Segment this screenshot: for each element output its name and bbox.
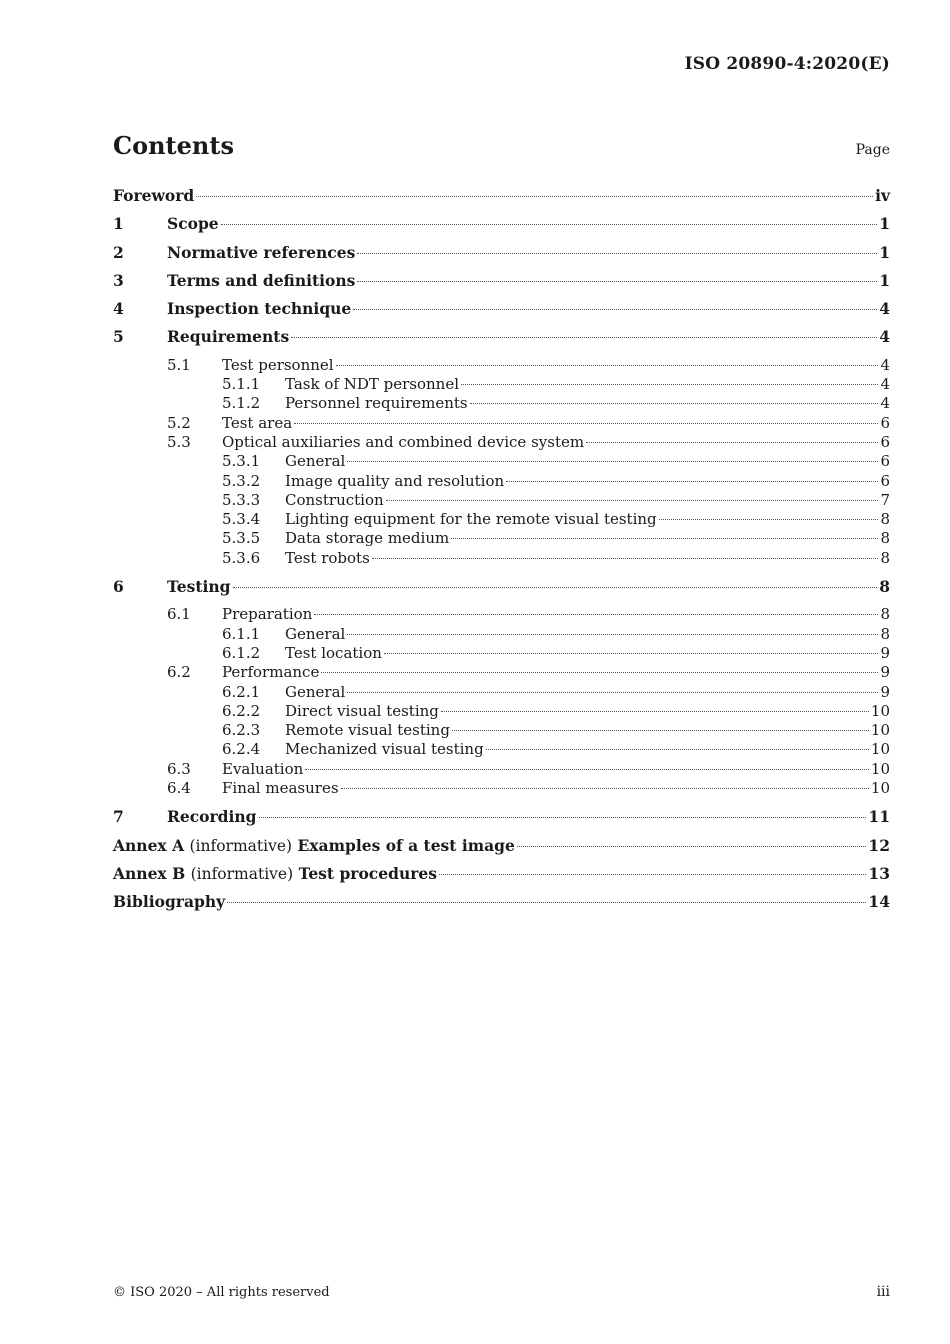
toc-entry-title: Personnel requirements xyxy=(285,394,468,413)
toc-entry[interactable] xyxy=(113,375,890,394)
toc-entry[interactable] xyxy=(113,452,890,471)
toc-entry-number: 5.2 xyxy=(167,413,191,432)
toc-entry[interactable] xyxy=(113,779,890,798)
dot-leader xyxy=(586,442,878,443)
toc-entry-page: 14 xyxy=(868,892,890,912)
toc-entry-title: General xyxy=(285,624,346,643)
toc-entry-number: 6.4 xyxy=(167,779,191,798)
toc-entry-page: 7 xyxy=(880,490,890,509)
page-number: iii xyxy=(876,1284,890,1300)
toc-entry-title: Lighting equipment for the remote visual testing xyxy=(285,510,657,529)
toc-entry[interactable] xyxy=(113,529,890,548)
toc-entry-title: Optical auxiliaries and combined device system xyxy=(222,432,585,451)
toc-entry-number: 6.2.4 xyxy=(222,740,261,759)
toc-entry-number: 6.2.3 xyxy=(222,721,261,740)
dot-leader xyxy=(470,403,879,404)
toc-entry[interactable] xyxy=(113,605,890,624)
toc-entry[interactable] xyxy=(113,299,890,327)
toc-entry-number: 5.3.5 xyxy=(222,529,261,548)
toc-entry[interactable] xyxy=(113,243,890,271)
toc-entry[interactable] xyxy=(113,327,890,355)
toc-entry-page: 10 xyxy=(870,740,890,759)
toc-entry-title: Foreword xyxy=(113,186,195,205)
dot-leader xyxy=(347,634,878,635)
toc-entry-page: 6 xyxy=(880,413,890,432)
annex-label: Annex B xyxy=(113,863,186,883)
dot-leader xyxy=(305,769,869,770)
toc-entry-page: 4 xyxy=(879,327,890,347)
dot-leader xyxy=(506,481,878,482)
dot-leader xyxy=(357,253,877,254)
toc-entry[interactable] xyxy=(113,186,890,214)
toc-entry-title: Performance xyxy=(222,663,320,682)
toc-entry-title: Recording xyxy=(167,807,257,827)
dot-leader xyxy=(294,423,878,424)
toc-entry-number: 6.2 xyxy=(167,663,191,682)
toc-entry-page: 13 xyxy=(868,863,890,883)
toc-entry-title: Final measures xyxy=(222,779,339,798)
dot-leader xyxy=(347,461,878,462)
dot-leader xyxy=(517,846,867,847)
toc-entry-number: 5.1 xyxy=(167,355,191,374)
toc-entry-page: 10 xyxy=(870,701,890,720)
toc-entry-number: 6.2.1 xyxy=(222,682,261,701)
toc-entry-number: 6 xyxy=(113,577,124,597)
toc-entry[interactable] xyxy=(113,394,890,413)
toc-entry[interactable] xyxy=(113,491,890,510)
dot-leader xyxy=(439,874,866,875)
toc-entry-number: 5.3.1 xyxy=(222,452,261,471)
toc-entry-title: Task of NDT personnel xyxy=(285,375,459,394)
toc-entry-page: 8 xyxy=(880,510,890,529)
table-of-contents xyxy=(113,186,890,921)
toc-entry-title: Remote visual testing xyxy=(285,721,450,740)
toc-entry[interactable] xyxy=(113,510,890,529)
toc-entry-number: 7 xyxy=(113,807,124,827)
toc-entry[interactable] xyxy=(113,864,890,892)
dot-leader xyxy=(321,672,878,673)
toc-entry-number: 5.3 xyxy=(167,432,191,451)
dot-leader xyxy=(659,519,879,520)
toc-entry-number: 6.1.2 xyxy=(222,643,261,662)
toc-entry-title: Mechanized visual testing xyxy=(285,740,484,759)
toc-entry-page: 1 xyxy=(879,214,890,234)
dot-leader xyxy=(291,337,877,338)
toc-entry-title xyxy=(113,864,437,884)
dot-leader xyxy=(386,500,879,501)
toc-entry-title: Evaluation xyxy=(222,759,304,778)
toc-entry-page: 10 xyxy=(870,759,890,778)
dot-leader xyxy=(451,538,878,539)
dot-leader xyxy=(452,730,869,731)
toc-entry-number: 3 xyxy=(113,270,124,290)
toc-entry-number: 1 xyxy=(113,214,124,234)
document-id: ISO 20890-4:2020(E) xyxy=(684,54,890,74)
dot-leader xyxy=(486,749,869,750)
toc-entry[interactable] xyxy=(113,625,890,644)
dot-leader xyxy=(384,653,879,654)
dot-leader xyxy=(353,309,877,310)
toc-entry[interactable] xyxy=(113,663,890,682)
toc-entry[interactable] xyxy=(113,414,890,433)
toc-entry-number: 5.3.3 xyxy=(222,490,261,509)
dot-leader xyxy=(372,558,879,559)
dot-leader xyxy=(314,614,878,615)
toc-entry-title: Scope xyxy=(167,214,219,234)
toc-entry-page: 1 xyxy=(879,270,890,290)
toc-entry[interactable] xyxy=(113,472,890,491)
dot-leader xyxy=(347,692,878,693)
toc-entry-number: 5.3.2 xyxy=(222,471,261,490)
toc-entry-title xyxy=(113,836,515,856)
toc-entry-page: 4 xyxy=(880,394,890,413)
annex-label: Annex A xyxy=(113,835,185,855)
copyright-notice: © ISO 2020 – All rights reserved xyxy=(113,1285,330,1300)
dot-leader xyxy=(461,384,878,385)
toc-entry[interactable] xyxy=(113,356,890,375)
dot-leader xyxy=(341,788,869,789)
annex-title: Test procedures xyxy=(298,863,437,883)
toc-entry-title: Terms and definitions xyxy=(167,270,356,290)
toc-entry-page: 9 xyxy=(880,663,890,682)
toc-entry-title: Construction xyxy=(285,490,384,509)
toc-entry-title: General xyxy=(285,452,346,471)
toc-entry[interactable] xyxy=(113,214,890,242)
toc-entry-number: 5.1.2 xyxy=(222,394,261,413)
toc-entry-number: 5.3.6 xyxy=(222,548,261,567)
toc-entry[interactable] xyxy=(113,549,890,568)
toc-entry-page: iv xyxy=(875,186,890,205)
annex-type: (informative) xyxy=(190,864,294,883)
toc-entry-page: 8 xyxy=(880,529,890,548)
toc-entry-page: 9 xyxy=(880,643,890,662)
toc-entry-page: 6 xyxy=(880,432,890,451)
toc-entry[interactable] xyxy=(113,702,890,721)
page-column-label: Page xyxy=(855,142,890,158)
toc-entry-page: 8 xyxy=(879,577,890,597)
toc-entry-page: 4 xyxy=(879,299,890,319)
toc-entry[interactable] xyxy=(113,892,890,920)
toc-entry-page: 1 xyxy=(879,242,890,262)
toc-entry-number: 6.2.2 xyxy=(222,701,261,720)
toc-entry[interactable] xyxy=(113,836,890,864)
toc-entry-title: Preparation xyxy=(222,605,313,624)
toc-entry[interactable] xyxy=(113,683,890,702)
toc-entry[interactable] xyxy=(113,740,890,759)
toc-entry[interactable] xyxy=(113,721,890,740)
toc-entry-title: General xyxy=(285,682,346,701)
toc-entry-page: 8 xyxy=(880,624,890,643)
toc-entry-number: 4 xyxy=(113,299,124,319)
toc-entry-number: 6.3 xyxy=(167,759,191,778)
toc-entry[interactable] xyxy=(113,577,890,605)
toc-entry-page: 4 xyxy=(880,375,890,394)
dot-leader xyxy=(259,817,867,818)
dot-leader xyxy=(441,711,869,712)
toc-entry-title: Data storage medium xyxy=(285,529,450,548)
toc-entry-title: Test personnel xyxy=(222,355,334,374)
dot-leader xyxy=(221,224,878,225)
dot-leader xyxy=(336,365,879,366)
toc-entry-number: 5.3.4 xyxy=(222,510,261,529)
toc-entry-title: Test area xyxy=(222,413,293,432)
toc-entry-page: 10 xyxy=(870,779,890,798)
annex-title: Examples of a test image xyxy=(297,835,515,855)
toc-entry-title: Direct visual testing xyxy=(285,701,439,720)
toc-entry-title: Bibliography xyxy=(113,892,226,912)
toc-entry-page: 6 xyxy=(880,452,890,471)
toc-entry[interactable] xyxy=(113,644,890,663)
toc-entry-page: 8 xyxy=(880,548,890,567)
toc-entry-title: Test location xyxy=(285,643,382,662)
toc-entry-number: 5 xyxy=(113,327,124,347)
dot-leader xyxy=(196,196,873,197)
toc-entry-number: 5.1.1 xyxy=(222,375,261,394)
toc-entry-number: 6.1 xyxy=(167,605,191,624)
annex-type: (informative) xyxy=(189,836,293,855)
toc-entry-page: 11 xyxy=(868,807,890,827)
toc-entry-title: Inspection technique xyxy=(167,299,352,319)
toc-entry-title: Test robots xyxy=(285,548,370,567)
toc-entry-page: 6 xyxy=(880,471,890,490)
toc-entry-title: Testing xyxy=(167,577,231,597)
dot-leader xyxy=(227,902,866,903)
toc-entry-page: 10 xyxy=(870,721,890,740)
toc-entry[interactable] xyxy=(113,760,890,779)
toc-entry-number: 2 xyxy=(113,242,124,262)
toc-entry-page: 4 xyxy=(880,355,890,374)
toc-entry-title: Normative references xyxy=(167,242,356,262)
toc-entry-title: Image quality and resolution xyxy=(285,471,505,490)
dot-leader xyxy=(233,587,878,588)
toc-entry[interactable] xyxy=(113,433,890,452)
toc-entry[interactable] xyxy=(113,271,890,299)
toc-entry-title: Requirements xyxy=(167,327,290,347)
dot-leader xyxy=(357,281,877,282)
toc-entry-page: 8 xyxy=(880,605,890,624)
contents-heading: Contents xyxy=(113,131,234,160)
toc-entry-page: 12 xyxy=(868,835,890,855)
toc-entry[interactable] xyxy=(113,807,890,835)
toc-entry-page: 9 xyxy=(880,682,890,701)
toc-entry-number: 6.1.1 xyxy=(222,624,261,643)
